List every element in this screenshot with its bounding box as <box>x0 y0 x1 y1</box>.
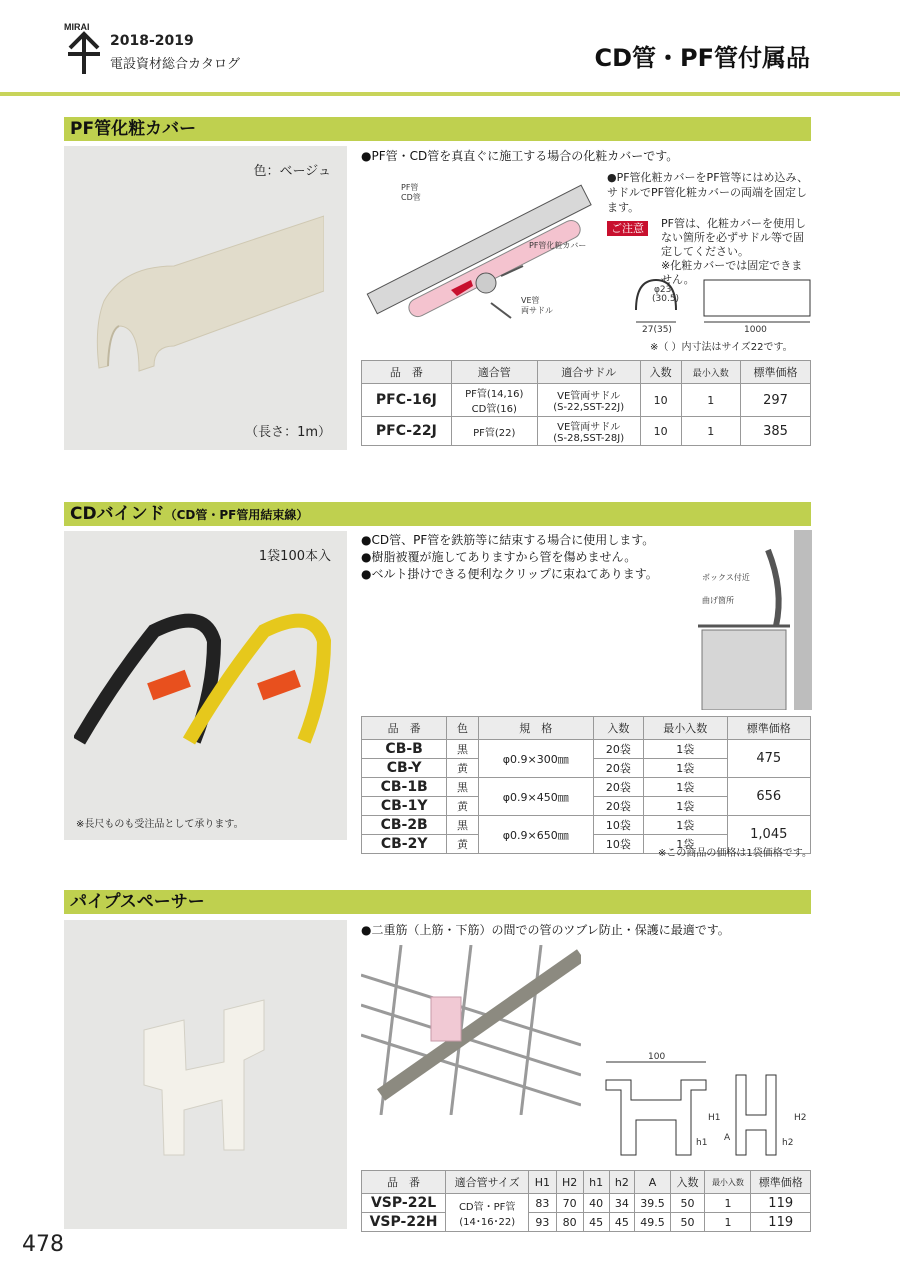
page-number: 478 <box>22 1232 64 1257</box>
caution-text: PF管は、化粧カバーを使用しない箇所を必ずサドル等で固定してください。 <box>661 217 806 258</box>
pipe-spacer-image <box>124 990 294 1160</box>
dim-width: 27(35) <box>642 325 672 335</box>
label-ve-saddle: VE管 <box>521 296 540 305</box>
label-pf-pipe: PF管 <box>401 183 419 192</box>
label-cd-pipe: CD管 <box>401 193 421 202</box>
cd-bind-bullet-3: ●ベルト掛けできる便利なクリップに束ねてあります。 <box>361 567 658 581</box>
catalog-year: 2018-2019 <box>110 33 194 49</box>
pf-cover-photo <box>64 146 347 450</box>
svg-text:MIRAI: MIRAI <box>64 22 90 32</box>
svg-text:φ23: φ23 <box>654 285 672 295</box>
table-row: VSP-22L CD管・PF管 (14･16･22) 83 70 40 34 39.5 50 1 119 <box>362 1194 811 1213</box>
section-title-cd-bind: CDバインド（CD管・PF管用結束線） <box>70 504 309 524</box>
section-title-pf-cover: PF管化粧カバー <box>70 119 197 139</box>
cd-bind-usage-diagram <box>698 530 812 710</box>
col-min: 最小入数 <box>681 361 740 384</box>
caution-note: ※化粧カバーでは固定できません。 <box>661 259 803 286</box>
catalog-title: 電設資材総合カタログ <box>110 57 241 72</box>
table-row: CB-B 黒 φ0.9×300㎜ 20袋 1袋 475 <box>362 740 811 759</box>
dim-A: A <box>724 1133 731 1143</box>
pf-cover-install-diagram <box>361 168 601 338</box>
long-note: ※長尺ものも受注品として承ります。 <box>76 819 244 830</box>
pf-cover-spec-table <box>361 360 811 446</box>
table-row: VSP-22H 93 80 45 45 49.5 50 1 119 <box>362 1213 811 1232</box>
length-label: （長さ：1m） <box>245 425 331 440</box>
dim-h2: h2 <box>782 1138 794 1148</box>
header-divider <box>0 92 900 96</box>
table-row: CB-1Y 黄 20袋 1袋 <box>362 797 811 816</box>
cd-bind-spec-table: 品 番 色 規 格 入数 最小入数 標準価格 CB-B 黒 φ0.9×300㎜ 20袋 1袋 475 CB-Y 黄 20袋 1袋 CB-1B 黒 φ0.9×450㎜ 20袋 1袋 656 CB-1Y 黄 20袋 1袋 CB-2B 黒 φ0.9×650㎜ 10袋 1袋 1,045 CB-2Y 黄 10袋 1袋 <box>361 716 811 854</box>
price-note: ※この商品の価格は1袋価格です。 <box>658 848 812 859</box>
color-label: 色：ベージュ <box>253 164 331 179</box>
pipe-spacer-photo <box>64 920 347 1229</box>
pipe-spacer-dimension-diagram <box>596 1050 812 1160</box>
pf-cover-dimension-diagram <box>618 270 814 340</box>
dim-length: 1000 <box>744 325 767 335</box>
pack-label: 1袋100本入 <box>258 549 331 564</box>
cd-bind-bullet-2: ●樹脂被覆が施してありますから管を傷めません。 <box>361 550 637 564</box>
col-code: 品 番 <box>362 361 452 384</box>
col-qty: 入数 <box>640 361 681 384</box>
section-title-pipe-spacer: パイプスペーサー <box>70 892 205 912</box>
pipe-spacer-description: ●二重筋（上筋・下筋）の間での管のツブレ防止・保護に最適です。 <box>361 923 730 937</box>
col-price: 標準価格 <box>740 361 810 384</box>
svg-text:(30.5): (30.5) <box>652 294 680 304</box>
label-pf-cover: PF管化粧カバー <box>529 241 587 250</box>
cd-bind-bullet-1: ●CD管、PF管を鉄筋等に結束する場合に使用します。 <box>361 533 655 547</box>
table-row: CB-2Y 黄 10袋 1袋 <box>362 835 811 854</box>
label-box: ボックス付近 <box>702 573 750 582</box>
dimension-note: ※（ ）内寸法はサイズ22です。 <box>650 342 793 353</box>
cd-bind-image <box>74 601 344 761</box>
pf-cover-description: ●PF管・CD管を真直ぐに施工する場合の化粧カバーです。 <box>361 149 679 163</box>
table-row: CB-2B 黒 φ0.9×650㎜ 10袋 1袋 1,045 <box>362 816 811 835</box>
dim-H1: H1 <box>708 1113 721 1123</box>
col-saddle: 適合サドル <box>537 361 640 384</box>
pipe-spacer-install-diagram <box>361 945 581 1115</box>
table-row: PFC-16J PF管(14,16) CD管(16) VE管両サドル (S-22,SST-22J) 10 1 297 <box>362 384 811 417</box>
mirai-logo <box>64 20 104 76</box>
dim-H2: H2 <box>794 1113 807 1123</box>
table-row: CB-1B 黒 φ0.9×450㎜ 20袋 1袋 656 <box>362 778 811 797</box>
dim-100: 100 <box>648 1052 666 1062</box>
label-bend: 曲げ箇所 <box>702 596 734 605</box>
table-row: PFC-22J PF管(22) VE管両サドル (S-28,SST-28J) 10 1 385 <box>362 417 811 446</box>
pipe-spacer-spec-table: 品 番 適合管サイズ H1 H2 h1 h2 A 入数 最小入数 標準価格 VSP-22L CD管・PF管 (14･16･22) 83 70 40 34 39.5 50 1 119 VSP-22H 93 80 45 45 49.5 50 1 119 <box>361 1170 811 1232</box>
dim-h1: h1 <box>696 1138 708 1148</box>
pf-cover-usage: ●PF管化粧カバーをPF管等にはめ込み、サドルでPF管化粧カバーの両端を固定します。 <box>607 171 809 214</box>
caution-badge: ご注意 <box>607 221 648 236</box>
page-title: CD管・PF管付属品 <box>594 44 810 72</box>
cd-bind-photo <box>64 531 347 840</box>
label-ve-saddle-2: 両サドル <box>521 306 553 315</box>
table-row: CB-Y 黄 20袋 1袋 <box>362 759 811 778</box>
col-pipe: 適合管 <box>451 361 537 384</box>
pf-cover-image <box>94 206 324 376</box>
